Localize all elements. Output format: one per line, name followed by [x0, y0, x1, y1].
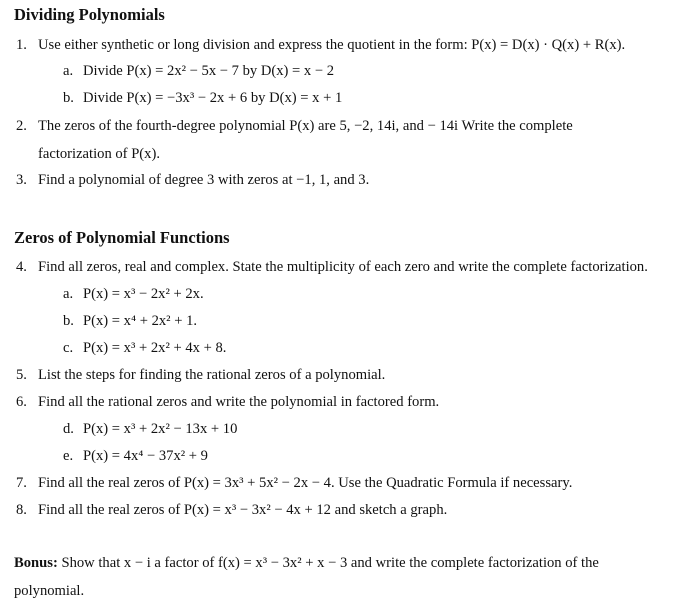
question-number: 7. [16, 475, 27, 491]
subquestion-text: P(x) = x³ − 2x² + 2x. [83, 286, 204, 302]
question-8 [16, 502, 447, 519]
bonus-text: Show that x − i a factor of f(x) = x³ − 3x² + x − 3 and write the complete factorization of the [61, 555, 599, 571]
subquestion-text: P(x) = x³ + 2x² + 4x + 8. [83, 340, 227, 356]
question-4b [63, 313, 197, 330]
subquestion-text: P(x) = x³ + 2x² − 13x + 10 [83, 421, 238, 437]
subquestion-letter: b. [63, 90, 74, 106]
question-number: 6. [16, 394, 27, 410]
question-4 [16, 259, 648, 276]
question-text: factorization of P(x). [38, 146, 160, 162]
question-1b [63, 90, 342, 107]
question-text: The zeros of the fourth-degree polynomial P(x) are 5, −2, 14i, and − 14i Write the complete [38, 118, 573, 134]
question-text: List the steps for finding the rational zeros of a polynomial. [38, 367, 386, 383]
subquestion-letter: c. [63, 340, 74, 356]
question-number: 4. [16, 259, 27, 275]
question-1a [63, 63, 334, 80]
subquestion-letter: e. [63, 448, 74, 464]
subquestion-text: Divide P(x) = 2x² − 5x − 7 by D(x) = x − 2 [83, 63, 335, 79]
question-4a [63, 286, 204, 303]
question-2 [16, 118, 573, 135]
question-3 [16, 172, 369, 189]
question-text: Find all zeros, real and complex. State the multiplicity of each zero and write the complete factorization. [38, 259, 648, 275]
subquestion-letter: d. [63, 421, 74, 437]
question-6 [16, 394, 439, 411]
question-text: Find a polynomial of degree 3 with zeros at −1, 1, and 3. [38, 172, 370, 188]
subquestion-letter: b. [63, 313, 74, 329]
bonus-question-continued [14, 583, 84, 600]
question-2-continued [38, 146, 160, 163]
question-number: 2. [16, 118, 27, 134]
subquestion-text: P(x) = 4x⁴ − 37x² + 9 [83, 448, 208, 464]
subquestion-text: Divide P(x) = −3x³ − 2x + 6 by D(x) = x + 1 [83, 90, 343, 106]
question-text: Use either synthetic or long division and express the quotient in the form: P(x) = D(x) · Q(x) + R(x). [38, 37, 626, 53]
question-4c [63, 340, 226, 357]
section-title-zeros: Zeros of Polynomial Functions [14, 228, 230, 247]
subquestion-text: P(x) = x⁴ + 2x² + 1. [83, 313, 198, 329]
question-number: 3. [16, 172, 27, 188]
section-title-dividing-polynomials: Dividing Polynomials [14, 5, 165, 24]
question-1 [16, 37, 625, 54]
question-number: 8. [16, 502, 27, 518]
question-text: Find all the real zeros of P(x) = 3x³ + 5x² − 2x − 4. Use the Quadratic Formula if necessary. [38, 475, 573, 491]
question-6e [63, 448, 208, 465]
question-number: 5. [16, 367, 27, 383]
question-text: Find all the real zeros of P(x) = x³ − 3x² − 4x + 12 and sketch a graph. [38, 502, 448, 518]
bonus-question [14, 555, 599, 572]
bonus-text: polynomial. [14, 583, 85, 599]
question-text: Find all the rational zeros and write the polynomial in factored form. [38, 394, 440, 410]
subquestion-letter: a. [63, 63, 74, 79]
question-number: 1. [16, 37, 27, 53]
subquestion-letter: a. [63, 286, 74, 302]
question-7 [16, 475, 572, 492]
question-6d [63, 421, 237, 438]
bonus-label: Bonus: [14, 555, 58, 571]
question-5 [16, 367, 385, 384]
